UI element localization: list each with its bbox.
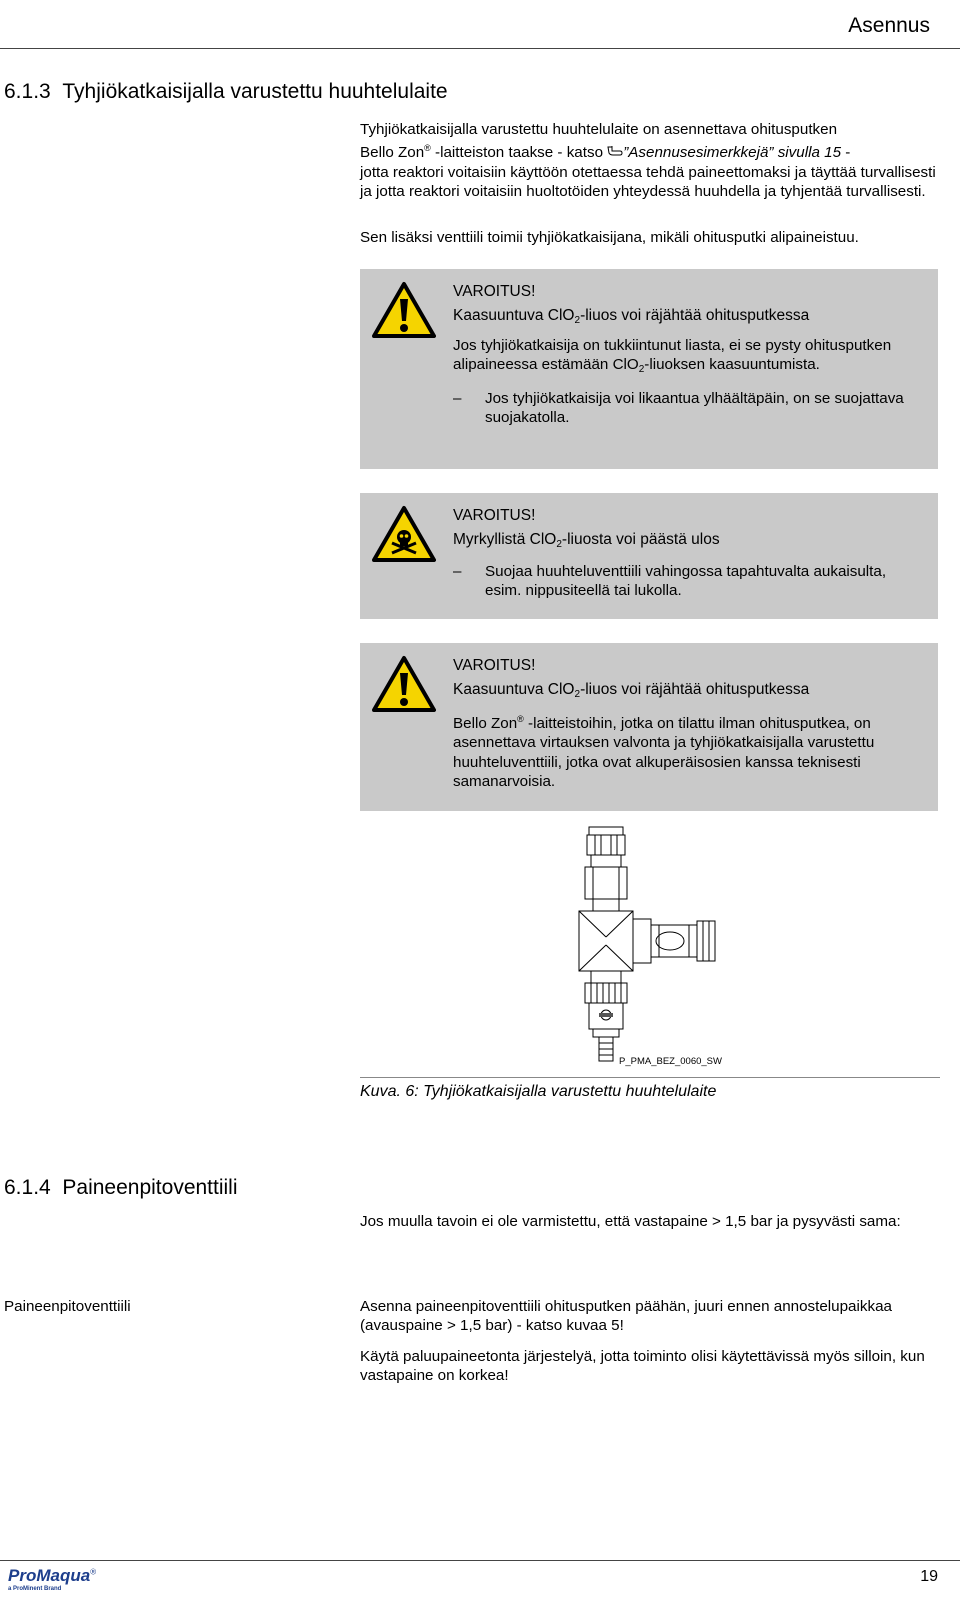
pointing-hand-icon (607, 144, 623, 161)
warning-box-3 (360, 643, 938, 811)
warning-title: Kaasuuntuva ClO$_2$-liuos voi räjähtää ohitusputkessa (453, 307, 810, 327)
warning-label: VAROITUS! (453, 283, 536, 300)
section-number: 6.1.4 (4, 1176, 51, 1199)
section-heading-614 (4, 1176, 238, 1200)
margin-label: Paineenpitoventtiili (4, 1298, 131, 1315)
section-614-intro: Jos muulla tavoin ei ole varmistettu, että vastapaine > 1,5 bar ja pysyvästi sama: (360, 1213, 901, 1230)
section-613-paragraph-2: Sen lisäksi venttiili toimii tyhjiökatkaisijana, mikäli ohitusputki alipaineistuu. (360, 229, 859, 246)
section-heading-613 (4, 80, 448, 104)
warning-title: Kaasuuntuva ClO$_2$-liuos voi räjähtää ohitusputkessa (453, 681, 810, 701)
section-title: Paineenpitoventtiili (62, 1176, 238, 1199)
figure-rule (360, 1077, 940, 1078)
section-number: 6.1.3 (4, 80, 51, 103)
warning-label: VAROITUS! (453, 657, 536, 674)
page-number: 19 (920, 1568, 938, 1585)
warning-bullet: – Jos tyhjiökatkaisija voi likaantua ylhäältäpäin, on se suojattava suojakatolla. (453, 389, 904, 427)
section-614-paragraph-2: Käytä paluupaineetonta järjestelyä, jotta toiminto olisi käytettävissä myös silloin, kun vastapaine on korkea! (360, 1348, 925, 1385)
footer-logo: ProMaqua® a ProMinent Brand (8, 1566, 97, 1592)
flushing-valve-drawing (575, 825, 735, 1070)
chapter-header: Asennus (848, 14, 930, 37)
warning-box-1 (360, 269, 938, 469)
warning-body: Bello Zon® -laitteistoihin, jotka on tilattu ilman ohitusputkea, on asennettava virtauksen valvonta ja tyhjiökatkaisijalla varustettu huuhteluventtiili, jotka ovat alkuperäisosien kanssa teknisesti samanarvoisia. (453, 713, 875, 791)
figure-code: P_PMA_BEZ_0060_SW (619, 1056, 722, 1067)
cross-reference-link[interactable]: ”Asennusesimerkkejä” sivulla 15 (623, 144, 842, 162)
skull-warning-icon (372, 505, 436, 568)
footer-rule (0, 1560, 960, 1561)
section-614-paragraph-1: Asenna paineenpitoventtiili ohitusputken päähän, juuri ennen annostelupaikkaa (avauspaine > 1,5 bar) - katso kuvaa 5! (360, 1298, 892, 1335)
warning-bullet: – Suojaa huuhteluventtiili vahingossa tapahtuvalta aukaisulta, esim. nippusiteellä tai lukolla. (453, 562, 887, 600)
warning-body: Jos tyhjiökatkaisija on tukkiintunut liasta, ei se pysty ohitusputken alipaineessa estämään ClO$_2$-liuoksen kaasuuntumista. (453, 336, 892, 376)
paragraph-rest: jotta reaktori voitaisiin käyttöön otettaessa tehdä paineettomaksi ja täyttää turvallisesti ja jotta reaktori voitaisiin huoltotöiden yhteydessä huuhdella ja tyhjentää turvallisesti. (360, 163, 936, 201)
paragraph-line-with-link: Bello Zon® -laitteiston taakse - katso ”Asennusesimerkkejä” sivulla 15 - (360, 143, 851, 162)
warning-box-2 (360, 493, 938, 619)
section-613-paragraph-1 (360, 120, 940, 202)
section-title: Tyhjiökatkaisijalla varustettu huuhtelulaite (62, 80, 448, 103)
exclamation-warning-icon (372, 281, 436, 344)
warning-title: Myrkyllistä ClO$_2$-liuosta voi päästä ulos (453, 531, 720, 551)
exclamation-warning-icon (372, 655, 436, 718)
paragraph-line: Tyhjiökatkaisijalla varustettu huuhtelulaite on asennettava ohitusputken (360, 121, 838, 138)
warning-label: VAROITUS! (453, 507, 536, 524)
figure-caption: Kuva. 6: Tyhjiökatkaisijalla varustettu huuhtelulaite (360, 1083, 717, 1100)
header-rule (0, 48, 960, 49)
